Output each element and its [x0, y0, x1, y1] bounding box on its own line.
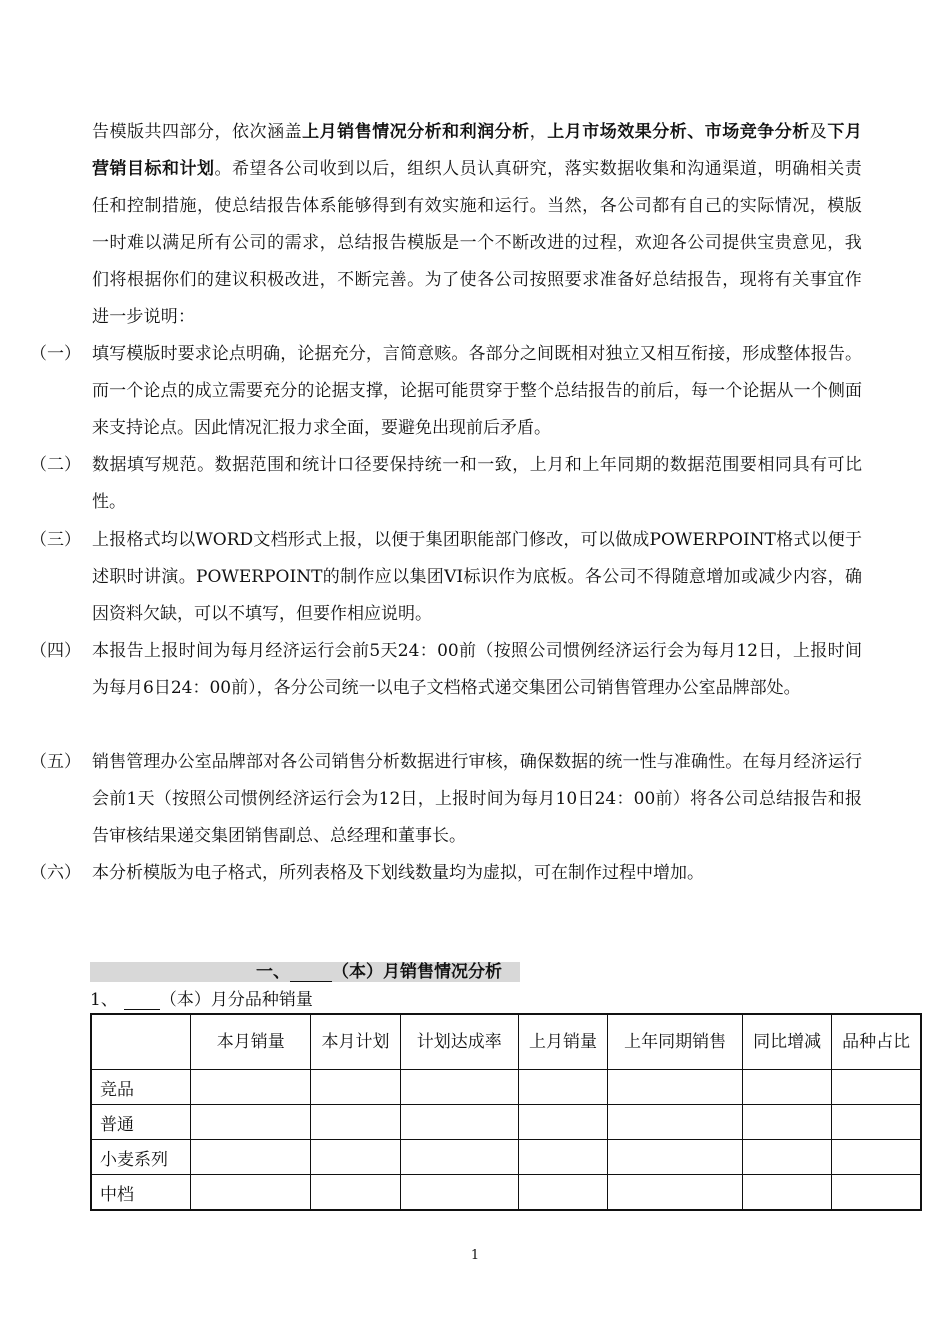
list-item-number: （六） [30, 863, 81, 883]
table-cell[interactable] [832, 1175, 921, 1211]
table-header-cell: 本月计划 [311, 1014, 400, 1070]
list-item-text: 数据填写规范。数据范围和统计口径要保持统一和一致，上月和上年同期的数据范围要相同具有可比性。 [92, 455, 862, 512]
list-item-text: 本报告上报时间为每月经济运行会前5天24：00前（按照公司惯例经济运行会为每月12日，上报时间为每月6日24：00前），各分公司统一以电子文档格式递交集团公司销售管理办公室品牌部处。 [92, 641, 862, 698]
table-row [91, 1105, 921, 1140]
fill-in-underline [290, 965, 332, 982]
table-row [91, 1070, 921, 1105]
table-cell[interactable] [518, 1140, 607, 1175]
table-cell[interactable] [311, 1140, 400, 1175]
table-cell[interactable] [400, 1070, 518, 1105]
table-cell[interactable] [518, 1175, 607, 1211]
table-header-cell: 品种占比 [832, 1014, 921, 1070]
subsection-number: 1、 [90, 990, 118, 1010]
intro-bold-sales-profit: 上月销售情况分析和利润分析 [302, 122, 530, 142]
row-label: 中档 [91, 1175, 191, 1211]
list-item-number: （一） [30, 344, 81, 364]
section-heading [90, 962, 520, 982]
table-cell[interactable] [191, 1070, 311, 1105]
row-label: 竞品 [91, 1070, 191, 1105]
table-cell[interactable] [518, 1105, 607, 1140]
row-label: 小麦系列 [91, 1140, 191, 1175]
table-header-cell: 本月销量 [191, 1014, 311, 1070]
table-header-row [91, 1014, 921, 1070]
table-header-cell: 上年同期销售 [608, 1014, 743, 1070]
intro-separator: 及 [809, 122, 828, 142]
table-cell[interactable] [743, 1140, 832, 1175]
subsection-heading [90, 990, 313, 1010]
subsection-text: （本）月分品种销量 [159, 990, 313, 1010]
table-cell[interactable] [400, 1175, 518, 1211]
list-item-number: （二） [30, 455, 81, 475]
table-cell[interactable] [191, 1105, 311, 1140]
table-header-cell: 计划达成率 [400, 1014, 518, 1070]
intro-bold-market: 上月市场效果分析、市场竞争分析 [547, 122, 810, 142]
table-cell[interactable] [311, 1070, 400, 1105]
intro-text-rest: 。希望各公司收到以后，组织人员认真研究，落实数据收集和沟通渠道，明确相关责任和控制措施，使总结报告体系能够得到有效实施和运行。当然，各公司都有自己的实际情况，模版一时难以满足所有公司的需求，总结报告模版是一个不断改进的过程，欢迎各公司提供宝贵意见，我们将根据你们的建议积极改进，不断完善。为了使各公司按照要求准备好总结报告，现将有关事宜作进一步说明： [92, 159, 862, 327]
table-cell[interactable] [311, 1175, 400, 1211]
intro-bold-next-month: 下月营销目标和计划 [92, 122, 863, 179]
table-row [91, 1140, 921, 1175]
fill-in-underline [124, 993, 160, 1010]
table-cell[interactable] [743, 1070, 832, 1105]
table-cell[interactable] [608, 1070, 743, 1105]
table-cell[interactable] [832, 1140, 921, 1175]
table-cell[interactable] [191, 1140, 311, 1175]
table-cell[interactable] [191, 1175, 311, 1211]
table-cell[interactable] [311, 1105, 400, 1140]
table-cell[interactable] [400, 1105, 518, 1140]
table-cell[interactable] [743, 1105, 832, 1140]
table-cell[interactable] [832, 1105, 921, 1140]
section-heading-text: （本）月销售情况分析 [332, 962, 502, 982]
list-item-number: （四） [30, 641, 81, 661]
list-item-number: （五） [30, 752, 81, 772]
table-cell[interactable] [608, 1105, 743, 1140]
table-cell[interactable] [518, 1070, 607, 1105]
table-header-cell: 同比增减 [743, 1014, 832, 1070]
list-item-text: 填写模版时要求论点明确，论据充分，言简意赅。各部分之间既相对独立又相互衔接，形成整体报告。而一个论点的成立需要充分的论据支撑，论据可能贯穿于整个总结报告的前后，每一个论据从一个侧面来支持论点。因此情况汇报力求全面，要避免出现前后矛盾。 [92, 344, 862, 438]
table-cell[interactable] [400, 1140, 518, 1175]
table-header-cell [91, 1014, 191, 1070]
table-cell[interactable] [832, 1070, 921, 1105]
intro-separator: ， [529, 122, 548, 142]
table-cell[interactable] [743, 1175, 832, 1211]
list-item-text: 销售管理办公室品牌部对各公司销售分析数据进行审核，确保数据的统一性与准确性。在每月经济运行会前1天（按照公司惯例经济运行会为12日，上报时间为每月10日24：00前）将各公司总结报告和报告审核结果递交集团销售副总、总经理和董事长。 [92, 752, 862, 846]
list-item-text: 本分析模版为电子格式，所列表格及下划线数量均为虚拟，可在制作过程中增加。 [92, 863, 704, 883]
intro-text: 告模版共四部分，依次涵盖 [92, 122, 303, 142]
table-header-cell: 上月销量 [518, 1014, 607, 1070]
table-cell[interactable] [608, 1140, 743, 1175]
table-cell[interactable] [608, 1175, 743, 1211]
sales-by-variety-table [90, 1013, 922, 1211]
table-row [91, 1175, 921, 1211]
list-item-text: 上报格式均以WORD文档形式上报，以便于集团职能部门修改，可以做成POWERPOINT格式以便于述职时讲演。POWERPOINT的制作应以集团VI标识作为底板。各公司不得随意增加或减少内容，确因资料欠缺，可以不填写，但要作相应说明。 [92, 530, 862, 624]
list-item-number: （三） [30, 530, 81, 550]
intro-paragraph [92, 114, 862, 336]
row-label: 普通 [91, 1105, 191, 1140]
page-number: 1 [470, 1248, 480, 1263]
section-heading-number: 一、 [256, 962, 290, 982]
